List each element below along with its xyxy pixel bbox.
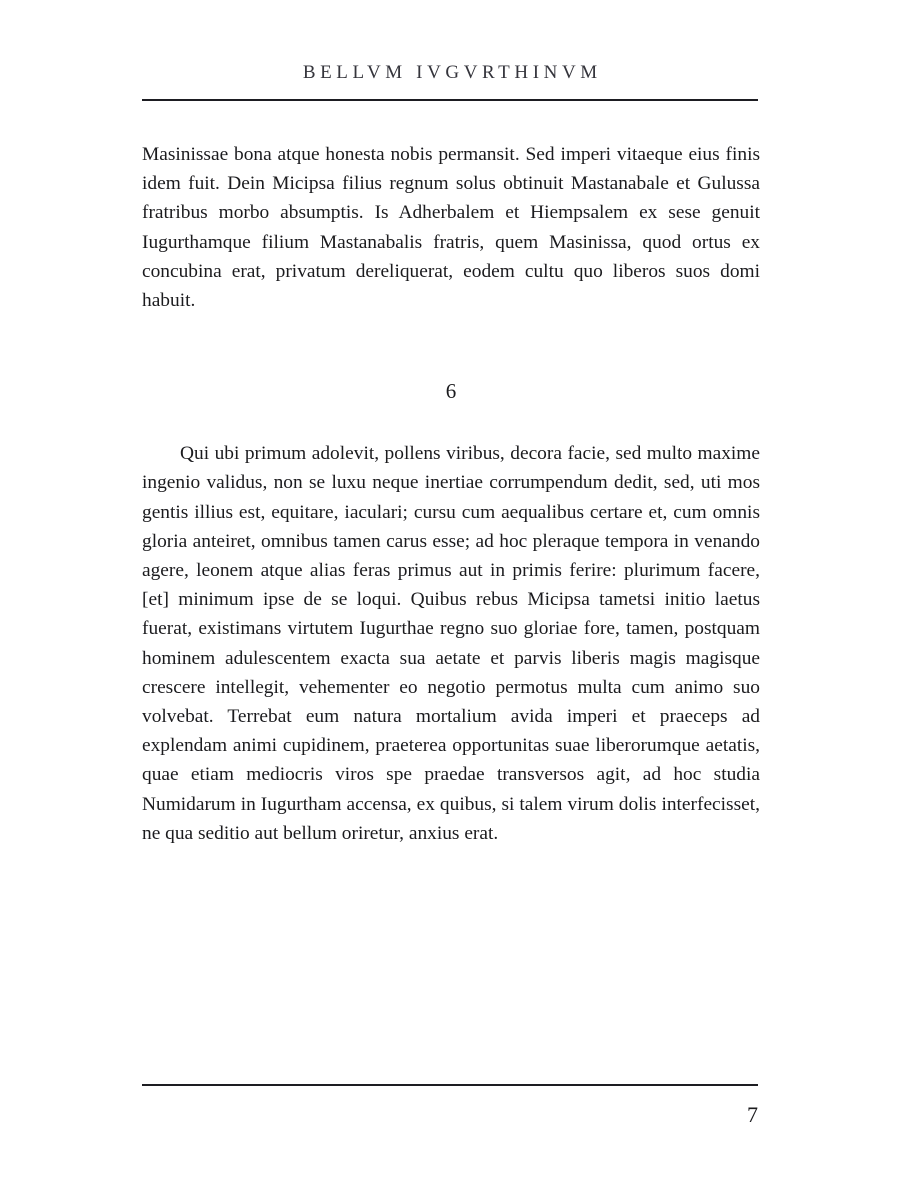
running-head: BELLVM IVGVRTHINVM: [302, 62, 602, 83]
body-paragraph: Masinissae bona atque honesta nobis permansit. Sed imperi vitaeque eius finis idem fuit. Dein Micipsa filius regnum solus obtinuit Mastanabale et Gulussa fratribus morbo absumptis. Is Adherbalem et Hiempsalem ex sese genuit Iugurthamque filium Mastanabalis fratris, quem Masinissa, quod ortus ex concubina erat, privatum dereliquerat, eodem cultu quo liberos suos domi habuit.: [142, 144, 760, 312]
header-rule: [142, 99, 758, 101]
footer-rule: [142, 1084, 758, 1086]
text-block: [142, 140, 760, 848]
page-number: 7: [747, 1102, 758, 1127]
page-header: [142, 62, 758, 84]
body-paragraph: Qui ubi primum adolevit, pollens viribus, decora facie, sed multo maxime ingenio validus, non se luxu neque inertiae corrumpendum dedit, sed, uti mos gentis illius est, equitare, iaculari; cursu cum aequalibus certare et, cum omnis gloria anteiret, omnibus tamen carus esse; ad hoc pleraque tempora in venando agere, leonem atque alias feras primus aut in primis ferire: plurimum facere, [et] minimum ipse de se loqui. Quibus rebus Micipsa tametsi initio laetus fuerat, existimans virtutem Iugurthae regno suo gloriae fore, tamen, postquam hominem adulescentem exacta sua aetate et parvis liberis magis magisque crescere intellegit, vehementer eo negotio permotus multa cum animo suo volvebat. Terrebat eum natura mortalium avida imperi et praeceps ad explendam animi cupidinem, praeterea opportunitas suae liberorumque aetatis, quae etiam mediocris viros spe praedae transversos agit, ad hoc studia Numidarum in Iugurtham accensa, ex quibus, si talem virum dolis interfecisset, ne qua seditio aut bellum oriretur, anxius erat.: [142, 443, 760, 844]
section-number: 6: [445, 379, 457, 404]
